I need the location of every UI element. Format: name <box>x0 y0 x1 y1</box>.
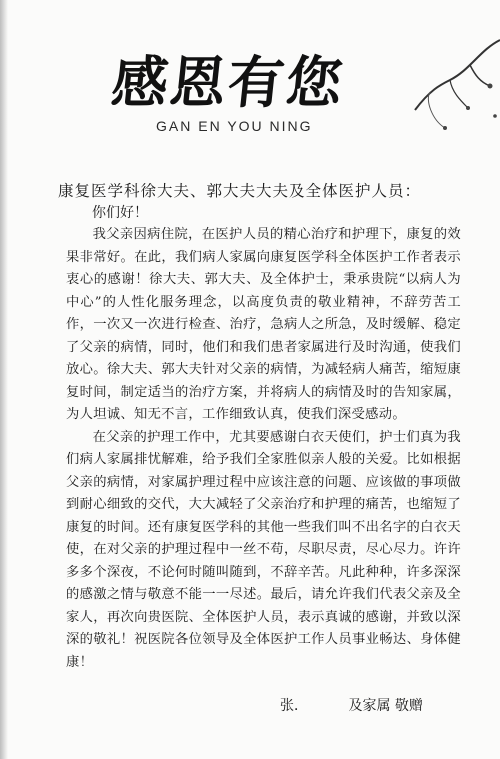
page-title: 感恩有您 <box>108 50 348 116</box>
signature-name: 张． <box>280 698 308 714</box>
signature-text: 及家属 敬赠 <box>348 698 423 714</box>
letter-body <box>66 224 461 674</box>
title-block <box>100 40 400 140</box>
letter-signature <box>280 695 423 715</box>
letter-salutation: 康复医学科徐大夫、郭大夫大夫及全体医护人员： <box>58 182 422 200</box>
page-subtitle: GAN EN YOU NING <box>156 118 313 134</box>
scan-edge-shadow <box>0 0 8 759</box>
letter-paragraph-1: 我父亲因病住院，在医护人员的精心治疗和护理下，康复的效果非常好。在此，我们病人家属向康复医学科全体医护工作者表示衷心的感谢！徐大夫、郭大夫、及全体护士，秉承贵院“以病人为中心”的人性化服务理念，以高度负责的敬业精神，不辞劳苦工作，一次又一次进行检查、治疗，急病人之所急，及时缓解、稳定了父亲的病情，同时，他们和我们患者家属进行及时沟通，使我们放心。徐大夫、郭大夫针对父亲的病情，为减轻病人痛苦，缩短康复时间，制定适当的治疗方案，并将病人的病情及时的告知家属，为人坦诚、知无不言，工作细致认真，使我们深受感动。 <box>66 227 461 422</box>
letter-greeting: 你们好！ <box>92 205 148 221</box>
plum-branch-decoration <box>410 20 500 160</box>
letter-paragraph-2: 在父亲的护理工作中，尤其要感谢白衣天使们，护士们真为我们病人家属排忧解难，给予我们全家胜似亲人般的关爱。比如根据父亲的病情，对家属护理过程中应该注意的问题、应该做的事项做到耐心细致的交代，大大减轻了父亲治疗和护理的痛苦，也缩短了康复的时间。还有康复医学科的其他一些我们叫不出名字的白衣天使，在对父亲的护理过程中一丝不苟，尽职尽责，尽心尽力。许许多多个深夜，不论何时随叫随到，不辞辛苦。凡此种种，许多深深的感激之情与敬意不能一一尽述。最后，请允许我们代表父亲及全家人，再次向贵医院、全体医护人员，表示真诚的感谢，并致以深深的敬礼！祝医院各位领导及全体医护工作人员事业畅达、身体健康！ <box>66 429 461 670</box>
